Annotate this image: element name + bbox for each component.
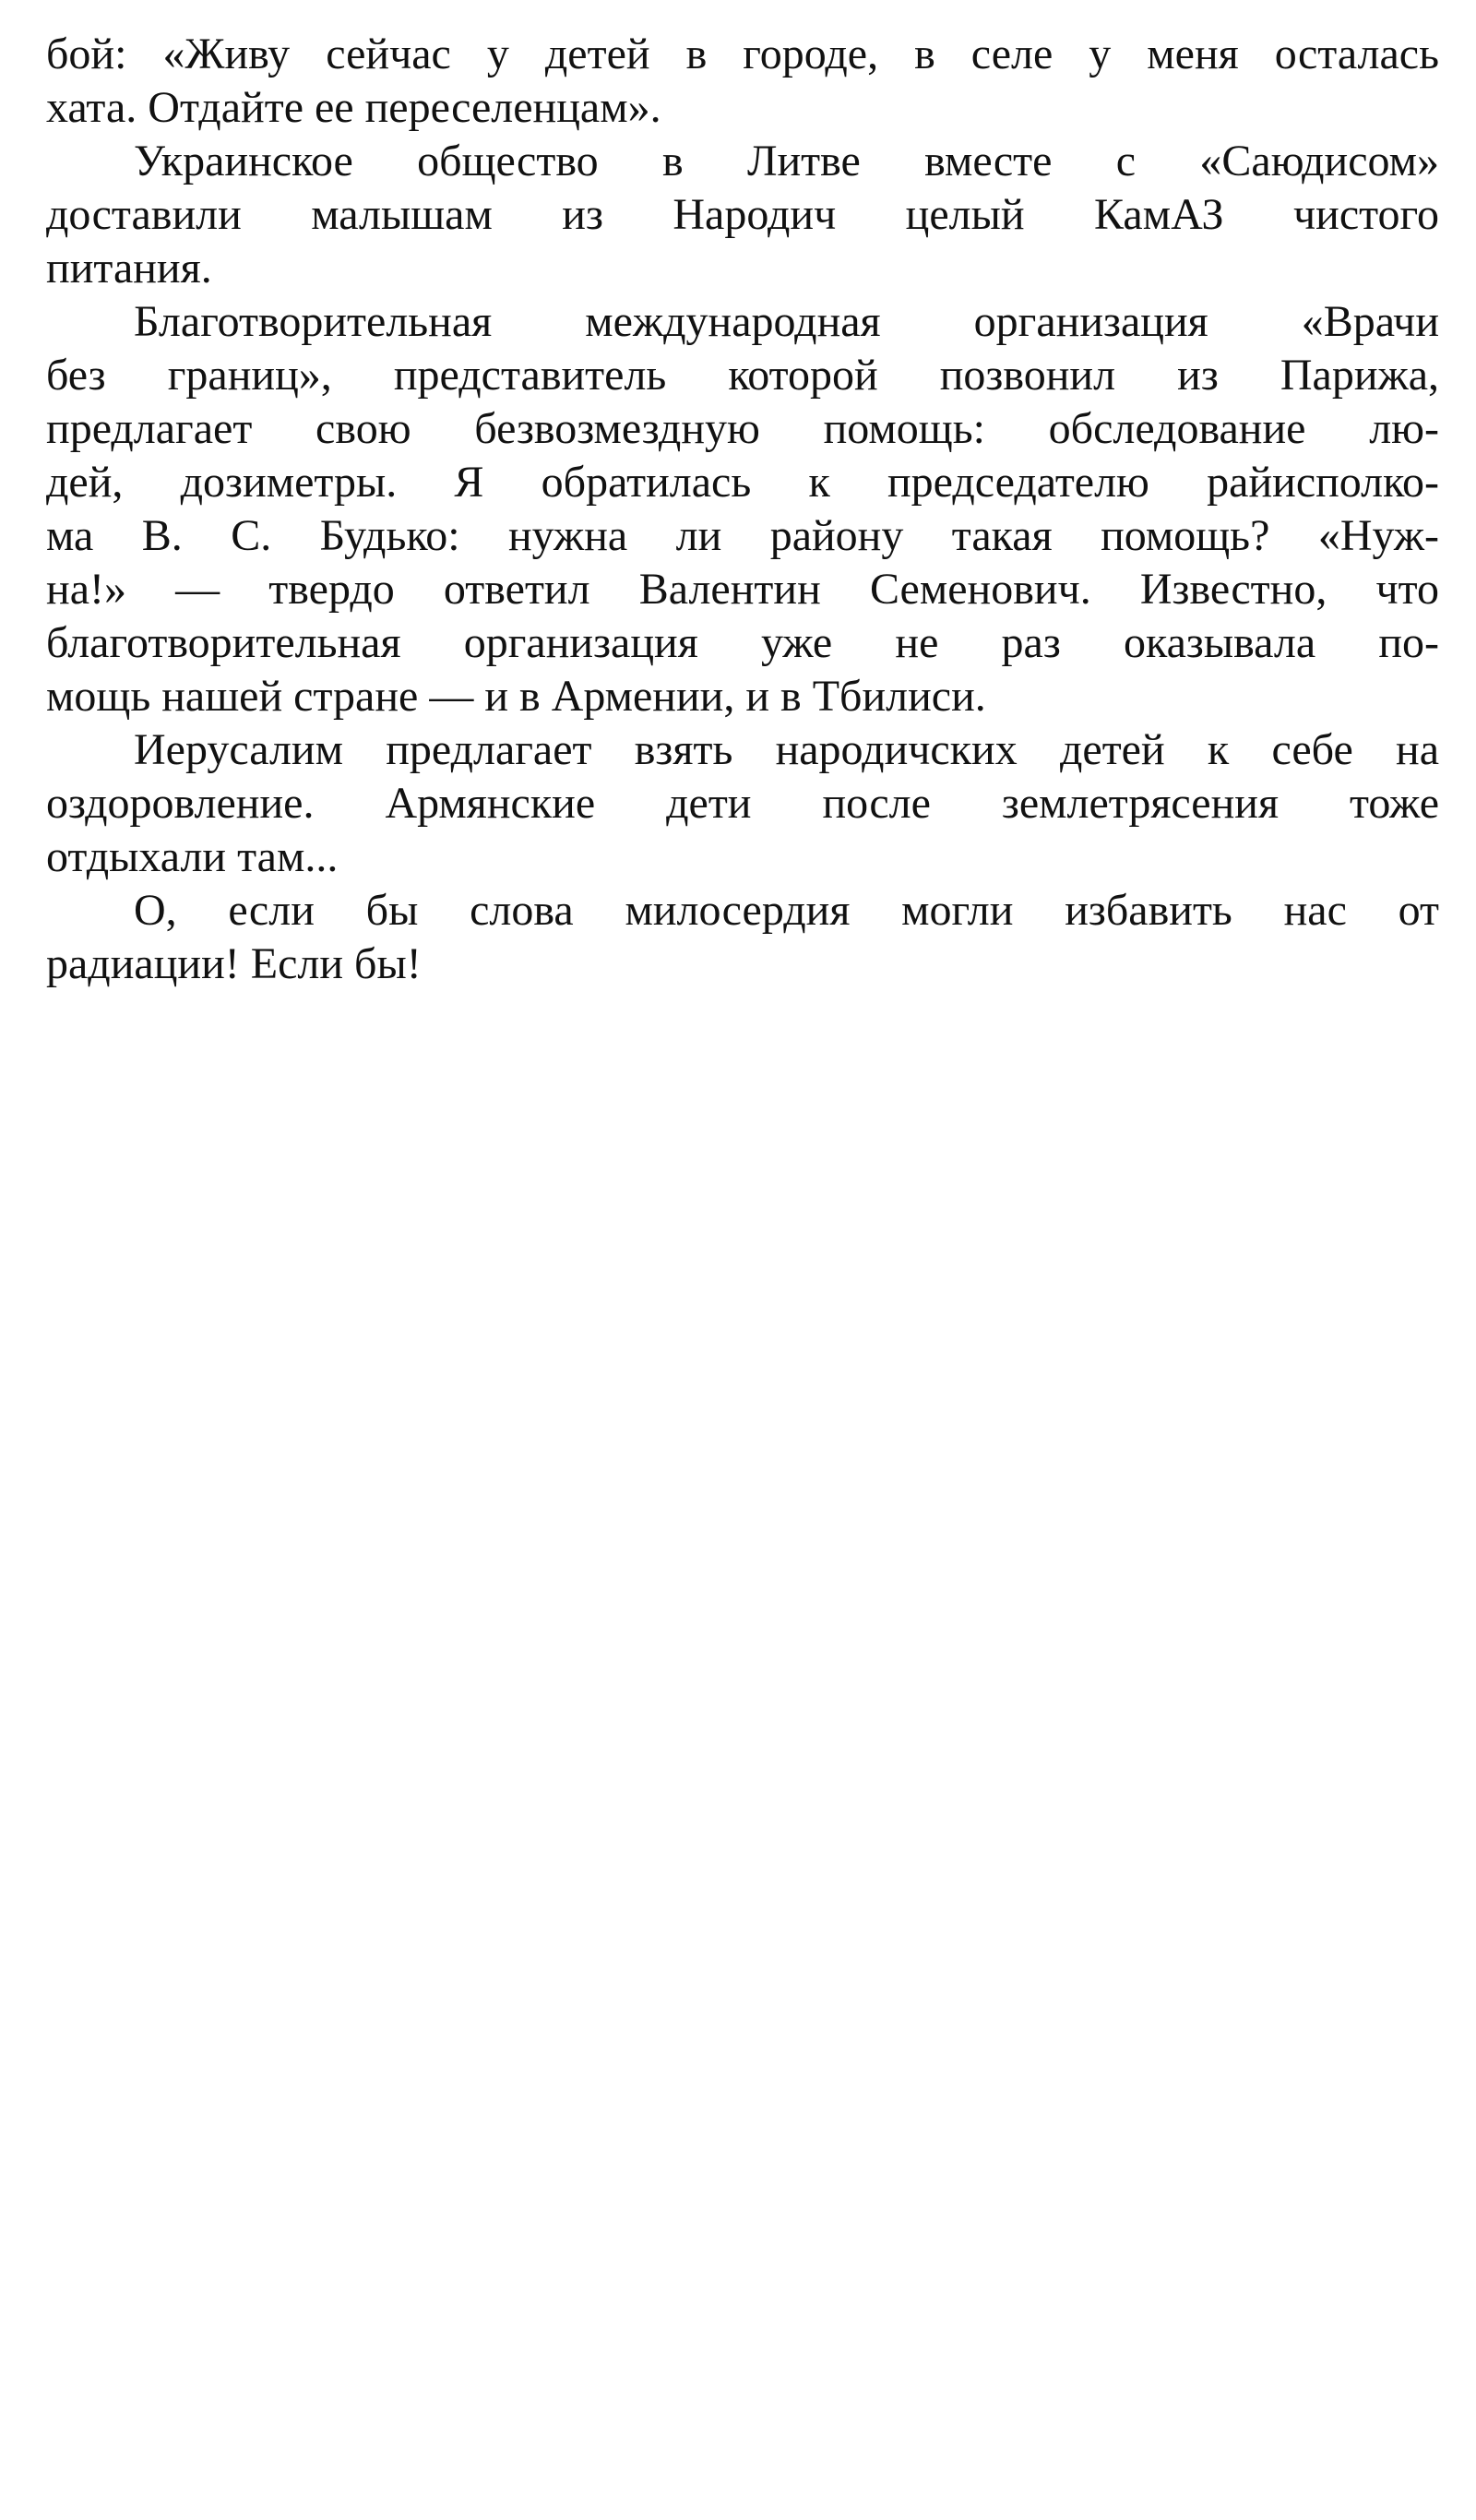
text-line: без границ», представитель которой позвонил из Парижа, [46,351,1439,400]
text-line: доставили малышам из Народич целый КамАЗ чистого [46,190,1439,239]
text-line: О, если бы слова милосердия могли избавить нас от [134,886,1439,935]
text-line: предлагает свою безвозмездную помощь: обследование лю- [46,404,1439,453]
text-line: Иерусалим предлагает взять народичских детей к себе на [134,725,1439,774]
text-line: ма В. С. Будько: нужна ли району такая помощь? «Нуж- [46,511,1439,560]
document-page [46,28,1439,991]
text-line: хата. Отдайте ее переселенцам». [46,83,661,132]
paragraph-1 [46,28,1439,135]
text-line: Благотворительная международная организация «Врачи [134,297,1439,346]
paragraph-5 [46,884,1439,991]
text-line: мощь нашей стране — и в Армении, и в Тбилиси. [46,672,986,721]
text-line: дей, дозиметры. Я обратилась к председателю райисполко- [46,458,1439,507]
paragraph-4 [46,723,1439,884]
text-line: Украинское общество в Литве вместе с «Саюдисом» [134,137,1439,185]
text-line: питания. [46,244,212,293]
text-line: оздоровление. Армянские дети после землетрясения тоже [46,779,1439,828]
text-line: бой: «Живу сейчас у детей в городе, в селе у меня осталась [46,30,1439,78]
text-line: благотворительная организация уже не раз оказывала по- [46,618,1439,667]
paragraph-2 [46,135,1439,295]
text-line: на!» — твердо ответил Валентин Семенович. Известно, что [46,565,1439,614]
text-line: радиации! Если бы! [46,939,422,988]
paragraph-3 [46,295,1439,723]
text-line: отдыхали там... [46,832,339,881]
